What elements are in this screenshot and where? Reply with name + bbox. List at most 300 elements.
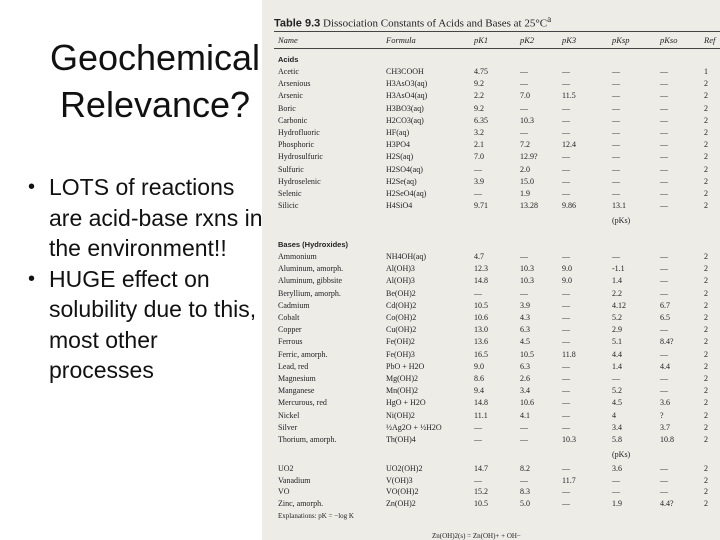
table-row: [262, 476, 720, 487]
cell-pk1: —: [474, 164, 482, 174]
cell-pkso: —: [660, 164, 668, 174]
table-title: [274, 14, 551, 30]
table-row: [262, 350, 720, 361]
cell-formula: H4SiO4: [386, 201, 413, 211]
cell-name: Ferric, amorph.: [278, 349, 328, 359]
cell-ref: 2: [704, 325, 708, 335]
cell-pk2: —: [520, 475, 528, 485]
cell-pk2: 4.5: [520, 337, 530, 347]
cell-name: Carbonic: [278, 115, 308, 125]
cell-pk2: —: [520, 435, 528, 444]
cell-pk3: —: [562, 115, 570, 125]
table-row: [262, 337, 720, 348]
table-row: [262, 499, 720, 510]
cell-pk2: 10.3: [520, 115, 534, 125]
cell-pk1: 9.4: [474, 386, 484, 396]
cell-name: Aluminum, amorph.: [278, 264, 344, 274]
table-row: [262, 487, 720, 498]
cell-formula: Ni(OH)2: [386, 410, 415, 420]
cell-pk3: —: [562, 337, 570, 347]
thorium-note: (pKs): [612, 450, 631, 459]
cell-ref: 2: [704, 464, 708, 473]
cell-pksp: 1.9: [612, 498, 622, 508]
header-pk1: pK1: [474, 35, 489, 45]
cell-pkso: —: [660, 252, 668, 261]
cell-pk3: 11.7: [562, 475, 576, 485]
cell-pk2: 10.3: [520, 264, 534, 274]
cell-formula: V(OH)3: [386, 475, 413, 485]
cell-name: Hydroselenic: [278, 176, 321, 186]
cell-pk1: 14.8: [474, 398, 488, 408]
cell-pkso: 10.8: [660, 435, 674, 444]
cell-pkso: —: [660, 276, 668, 286]
cell-formula: H3AsO4(aq): [386, 91, 428, 101]
cell-pksp: —: [612, 176, 620, 186]
cell-pk3: —: [562, 410, 570, 420]
cell-pk3: 9.0: [562, 264, 572, 274]
cell-pk1: 2.1: [474, 140, 484, 150]
cell-pk1: 11.1: [474, 410, 488, 420]
table-row: [262, 91, 720, 102]
table-row: [262, 67, 720, 78]
cell-pkso: —: [660, 264, 668, 274]
cell-pksp: 3.6: [612, 464, 622, 473]
cell-pk1: 7.0: [474, 152, 484, 162]
cell-formula: H3BO3(aq): [386, 103, 424, 113]
cell-pk1: 8.6: [474, 374, 484, 383]
cell-pk3: —: [562, 325, 570, 335]
cell-name: Cobalt: [278, 313, 300, 322]
cell-pk3: —: [562, 464, 570, 473]
cell-pksp: —: [612, 164, 620, 174]
cell-pk3: —: [562, 189, 570, 198]
cell-pksp: 4.5: [612, 398, 622, 408]
cell-formula: H3PO4: [386, 140, 411, 150]
cell-name: Manganese: [278, 386, 315, 396]
cell-formula: Mn(OH)2: [386, 386, 418, 396]
table-row: [262, 165, 720, 176]
cell-name: UO2: [278, 464, 294, 473]
cell-pk3: —: [562, 288, 570, 298]
cell-ref: 2: [704, 374, 708, 383]
table-row: [262, 252, 720, 263]
cell-pkso: —: [660, 91, 668, 101]
cell-pk3: —: [562, 386, 570, 396]
table-row: [262, 374, 720, 385]
cell-pk2: —: [520, 79, 528, 89]
cell-pksp: —: [612, 115, 620, 125]
cell-ref: 2: [704, 115, 708, 125]
cell-formula: UO2(OH)2: [386, 464, 423, 473]
table-row: [262, 386, 720, 397]
cell-pk1: 16.5: [474, 349, 488, 359]
cell-formula: Al(OH)3: [386, 264, 415, 274]
cell-ref: 2: [704, 349, 708, 359]
cell-pksp: —: [612, 128, 620, 137]
cell-pkso: —: [660, 464, 668, 473]
cell-pk3: —: [562, 374, 570, 383]
cell-formula: Be(OH)2: [386, 288, 416, 298]
cell-pkso: 8.4?: [660, 337, 674, 347]
cell-ref: 2: [704, 288, 708, 298]
cell-pk2: 4.1: [520, 410, 530, 420]
cell-pk2: 6.3: [520, 325, 530, 335]
cell-pkso: —: [660, 189, 668, 198]
cell-pkso: —: [660, 103, 668, 113]
cell-pk1: 6.35: [474, 115, 488, 125]
cell-pk1: 9.71: [474, 201, 488, 211]
cell-pk3: 11.8: [562, 349, 576, 359]
cell-pk2: 10.5: [520, 349, 534, 359]
header-pkso: pKso: [660, 35, 678, 45]
cell-pk1: —: [474, 288, 482, 298]
silicic-note: (pKs): [612, 216, 631, 225]
cell-pkso: —: [660, 475, 668, 485]
bullet-item: • LOTS of reactions are acid-base rxns in the environment!!: [28, 172, 268, 264]
cell-pk1: —: [474, 422, 482, 432]
table-row: [262, 201, 720, 212]
table-row: [262, 140, 720, 151]
cell-pk1: 3.9: [474, 176, 484, 186]
cell-pkso: —: [660, 386, 668, 396]
slide-title: [30, 34, 280, 128]
cell-pksp: 5.1: [612, 337, 622, 347]
cell-pk1: 4.75: [474, 67, 488, 76]
cell-formula: ½Ag2O + ½H2O: [386, 422, 442, 432]
cell-pksp: —: [612, 374, 620, 383]
table-row: [262, 289, 720, 300]
cell-name: Zinc, amorph.: [278, 498, 324, 508]
table-row: [262, 264, 720, 275]
table-row: [262, 362, 720, 373]
cell-pkso: —: [660, 67, 668, 76]
cell-ref: 2: [704, 128, 708, 137]
cell-pk1: 2.2: [474, 91, 484, 101]
cell-pkso: 3.7: [660, 422, 670, 432]
cell-formula: H3AsO3(aq): [386, 79, 428, 89]
table-row: [262, 301, 720, 312]
cell-pk2: —: [520, 103, 528, 113]
cell-pk2: 7.2: [520, 140, 530, 150]
section-bases: Bases (Hydroxides): [278, 240, 349, 249]
cell-formula: VO(OH)2: [386, 487, 419, 496]
cell-pk2: 8.2: [520, 464, 530, 473]
cell-pk1: 14.7: [474, 464, 488, 473]
cell-ref: 2: [704, 189, 708, 198]
cell-name: Hydrosulfuric: [278, 152, 323, 162]
cell-ref: 2: [704, 252, 708, 261]
cell-pksp: 1.4: [612, 361, 622, 371]
cell-pk3: —: [562, 313, 570, 322]
table-row: [262, 398, 720, 409]
cell-formula: PbO + H2O: [386, 361, 425, 371]
cell-pk2: 7.0: [520, 91, 530, 101]
cell-pksp: 2.2: [612, 288, 622, 298]
cell-pk1: 3.2: [474, 128, 484, 137]
cell-pksp: —: [612, 67, 620, 76]
cell-ref: 2: [704, 79, 708, 89]
cell-formula: Fe(OH)3: [386, 349, 415, 359]
cell-pkso: —: [660, 349, 668, 359]
cell-name: Arsenic: [278, 91, 303, 101]
cell-pk2: —: [520, 288, 528, 298]
bullet-item: • HUGE effect on solubility due to this, most other processes: [28, 264, 268, 386]
cell-name: Selenic: [278, 189, 302, 198]
cell-pk1: —: [474, 189, 482, 198]
cell-pk3: —: [562, 361, 570, 371]
table-footnote-2: Zn(OH)2(s) = Zn(OH)+ + OH−: [432, 532, 521, 540]
cell-name: Ferrous: [278, 337, 303, 347]
cell-formula: Fe(OH)2: [386, 337, 415, 347]
cell-pk3: —: [562, 176, 570, 186]
cell-pk2: 3.4: [520, 386, 530, 396]
header-name: Name: [278, 35, 298, 45]
cell-formula: HgO + H2O: [386, 398, 426, 408]
cell-pk3: 9.0: [562, 276, 572, 286]
table-header-rule: [274, 48, 720, 49]
cell-pksp: —: [612, 140, 620, 150]
cell-ref: 2: [704, 176, 708, 186]
cell-pk3: 9.86: [562, 201, 576, 211]
cell-pk3: 11.5: [562, 91, 576, 101]
cell-formula: HF(aq): [386, 128, 410, 137]
table-row: [262, 177, 720, 188]
cell-name: Cadmium: [278, 300, 310, 310]
cell-pk3: —: [562, 79, 570, 89]
cell-pksp: —: [612, 103, 620, 113]
cell-pk3: —: [562, 300, 570, 310]
cell-ref: 2: [704, 422, 708, 432]
cell-formula: H2S(aq): [386, 152, 414, 162]
cell-ref: 2: [704, 487, 708, 496]
cell-ref: 2: [704, 140, 708, 150]
cell-name: Aluminum, gibbsite: [278, 276, 342, 286]
cell-pk1: 10.5: [474, 300, 488, 310]
cell-pksp: 5.2: [612, 386, 622, 396]
cell-formula: NH4OH(aq): [386, 252, 426, 261]
cell-pkso: —: [660, 115, 668, 125]
table-caption: Dissociation Constants of Acids and Bases at 25°C: [323, 17, 548, 30]
header-pk2: pK2: [520, 35, 535, 45]
cell-pk2: 10.6: [520, 398, 534, 408]
cell-pksp: —: [612, 91, 620, 101]
cell-pksp: 5.8: [612, 435, 622, 444]
cell-pksp: 3.4: [612, 422, 622, 432]
cell-pk1: —: [474, 435, 482, 444]
table-row: [262, 423, 720, 434]
cell-pksp: 4.12: [612, 300, 626, 310]
cell-pk3: 10.3: [562, 435, 576, 444]
cell-formula: CH3COOH: [386, 67, 424, 76]
cell-name: Nickel: [278, 410, 300, 420]
cell-pk3: 12.4: [562, 140, 576, 150]
cell-pksp: -1.1: [612, 264, 625, 274]
cell-pk1: 15.2: [474, 487, 488, 496]
cell-pk2: —: [520, 67, 528, 76]
cell-pksp: —: [612, 152, 620, 162]
table-row: [262, 276, 720, 287]
cell-pkso: —: [660, 128, 668, 137]
cell-pkso: 6.5: [660, 313, 670, 322]
table-row: [262, 189, 720, 200]
header-ref: Ref: [704, 35, 716, 45]
cell-formula: Cu(OH)2: [386, 325, 417, 335]
cell-ref: 1: [704, 67, 708, 76]
section-acids: Acids: [278, 55, 299, 64]
cell-formula: Th(OH)4: [386, 435, 416, 444]
cell-ref: 2: [704, 91, 708, 101]
cell-ref: 2: [704, 313, 708, 322]
cell-pk1: —: [474, 475, 482, 485]
title-line-2: Relevance?: [59, 84, 251, 125]
cell-pksp: 4.4: [612, 349, 622, 359]
cell-pk1: 10.6: [474, 313, 488, 322]
cell-pk2: 3.9: [520, 300, 530, 310]
cell-pkso: 4.4: [660, 361, 670, 371]
cell-name: Arsenious: [278, 79, 311, 89]
cell-ref: 2: [704, 475, 708, 485]
cell-pkso: 4.4?: [660, 498, 674, 508]
cell-pksp: 13.1: [612, 201, 626, 211]
cell-pk2: —: [520, 422, 528, 432]
cell-pksp: —: [612, 189, 620, 198]
cell-pk1: 12.3: [474, 264, 488, 274]
cell-ref: 2: [704, 164, 708, 174]
cell-ref: 2: [704, 300, 708, 310]
cell-formula: H2SO4(aq): [386, 164, 423, 174]
cell-name: Hydrofluoric: [278, 128, 320, 137]
thorium-note-row: [262, 450, 720, 461]
cell-pkso: —: [660, 79, 668, 89]
cell-pk3: —: [562, 164, 570, 174]
cell-ref: 2: [704, 498, 708, 508]
table-row: [262, 435, 720, 446]
cell-pk3: —: [562, 128, 570, 137]
cell-pk1: 4.7: [474, 252, 484, 261]
cell-pkso: 6.7: [660, 300, 670, 310]
cell-name: Silver: [278, 422, 298, 432]
cell-name: Thorium, amorph.: [278, 435, 337, 444]
cell-formula: Cd(OH)2: [386, 300, 417, 310]
cell-pksp: 1.4: [612, 276, 622, 286]
cell-pk2: 12.9?: [520, 152, 538, 162]
bullet-list: [28, 172, 268, 386]
cell-formula: H2CO3(aq): [386, 115, 424, 125]
header-pk3: pK3: [562, 35, 577, 45]
cell-pk2: —: [520, 252, 528, 261]
cell-pk3: —: [562, 398, 570, 408]
cell-name: Copper: [278, 325, 302, 335]
dissociation-table-image: [262, 0, 720, 540]
cell-pk2: 15.0: [520, 176, 534, 186]
table-row: [262, 411, 720, 422]
table-footnote: Explanations: pK = −log K: [278, 512, 354, 520]
table-row: [262, 464, 720, 475]
cell-pk1: 9.0: [474, 361, 484, 371]
cell-pk1: 10.5: [474, 498, 488, 508]
cell-pk3: —: [562, 152, 570, 162]
cell-pkso: —: [660, 140, 668, 150]
cell-ref: 2: [704, 398, 708, 408]
cell-pk3: —: [562, 67, 570, 76]
cell-pk2: 2.0: [520, 164, 530, 174]
table-row: [262, 313, 720, 324]
cell-pk3: —: [562, 422, 570, 432]
cell-ref: 2: [704, 276, 708, 286]
cell-pk2: 2.6: [520, 374, 530, 383]
cell-name: Phosphoric: [278, 140, 314, 150]
table-row: [262, 79, 720, 90]
cell-pksp: —: [612, 487, 620, 496]
cell-pksp: 2.9: [612, 325, 622, 335]
table-row: [262, 152, 720, 163]
cell-pk3: —: [562, 103, 570, 113]
cell-pkso: —: [660, 325, 668, 335]
cell-pkso: —: [660, 487, 668, 496]
cell-pk3: —: [562, 498, 570, 508]
cell-ref: 2: [704, 103, 708, 113]
cell-name: Silicic: [278, 201, 299, 211]
cell-pksp: 4: [612, 410, 616, 420]
cell-pk2: 1.9: [520, 189, 530, 198]
cell-pkso: —: [660, 176, 668, 186]
cell-pk2: 10.3: [520, 276, 534, 286]
cell-pkso: 3.6: [660, 398, 670, 408]
cell-pkso: —: [660, 201, 668, 211]
cell-ref: 2: [704, 264, 708, 274]
cell-ref: 2: [704, 337, 708, 347]
cell-ref: 2: [704, 361, 708, 371]
table-number: Table 9.3: [274, 17, 321, 30]
cell-pksp: 5.2: [612, 313, 622, 322]
cell-ref: 2: [704, 201, 708, 211]
cell-formula: Al(OH)3: [386, 276, 415, 286]
cell-pkso: —: [660, 288, 668, 298]
cell-pk2: 8.3: [520, 487, 530, 496]
cell-pk2: 4.3: [520, 313, 530, 322]
cell-formula: Co(OH)2: [386, 313, 417, 322]
cell-name: Sulfuric: [278, 164, 304, 174]
silicic-note-row: [262, 216, 720, 227]
cell-name: Acetic: [278, 67, 299, 76]
cell-pk1: 13.6: [474, 337, 488, 347]
cell-pksp: —: [612, 252, 620, 261]
cell-pk2: 5.0: [520, 498, 530, 508]
cell-ref: 2: [704, 152, 708, 162]
cell-pkso: —: [660, 152, 668, 162]
cell-pksp: —: [612, 79, 620, 89]
cell-pk1: 9.2: [474, 103, 484, 113]
cell-name: Boric: [278, 103, 296, 113]
cell-formula: H2Se(aq): [386, 176, 417, 186]
cell-formula: Zn(OH)2: [386, 498, 416, 508]
cell-name: Vanadium: [278, 475, 311, 485]
table-row: [262, 104, 720, 115]
cell-pk1: 13.0: [474, 325, 488, 335]
cell-pkso: ?: [660, 410, 664, 420]
cell-name: Ammonium: [278, 252, 317, 261]
table-caption-sup: a: [547, 14, 552, 24]
table-row: [262, 325, 720, 336]
cell-formula: H2SeO4(aq): [386, 189, 427, 198]
cell-pk1: 14.8: [474, 276, 488, 286]
cell-formula: Mg(OH)2: [386, 374, 418, 383]
table-row: [262, 116, 720, 127]
table-row: [262, 128, 720, 139]
cell-pk2: 6.3: [520, 361, 530, 371]
cell-pk2: 13.28: [520, 201, 538, 211]
cell-pk3: —: [562, 252, 570, 261]
